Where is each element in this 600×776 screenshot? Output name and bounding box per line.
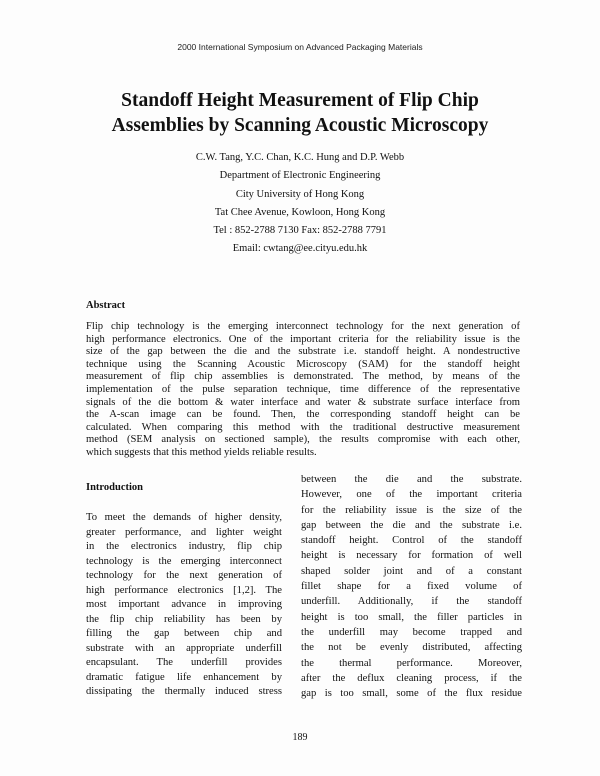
text-line: calculated. When comparing this method with the traditional destructive measurement xyxy=(86,421,520,433)
text-line: between the die and the substrate. xyxy=(301,474,522,485)
authors: C.W. Tang, Y.C. Chan, K.C. Hung and D.P. Webb xyxy=(195,152,405,163)
text-line: the thermal performance. Moreover, xyxy=(301,657,522,669)
introduction-left-column xyxy=(86,511,282,700)
text-line: standoff height. Control of the standoff xyxy=(301,535,522,547)
text-line: filling the gap between chip and xyxy=(86,628,282,639)
text-line: signals of the die bottom & water interface and water & substrate surface interface from xyxy=(86,396,520,408)
address: Tat Chee Avenue, Kowloon, Hong Kong xyxy=(214,207,386,218)
text-line: technology is the emerging interconnect xyxy=(86,555,282,567)
text-line: the underfill may become trapped and xyxy=(301,626,522,638)
text-line: most important advance in improving xyxy=(86,599,282,610)
text-line: shaped solder joint and of a constant xyxy=(301,565,522,577)
text-line: technique using the Scanning Acoustic Microscopy (SAM) for the standoff height xyxy=(86,358,520,370)
text-line: dissipating the thermally induced stress xyxy=(86,686,282,697)
text-line: fillet shape for a fixed volume of xyxy=(301,581,522,593)
text-line: the flip chip reliability has been by xyxy=(86,613,282,625)
text-line: encapsulant. The underfill provides xyxy=(86,657,282,668)
text-line: greater performance, and lighter weight xyxy=(86,526,282,538)
text-line: dramatic fatigue life enhancement by xyxy=(86,671,282,683)
title-line: Standoff Height Measurement of Flip Chip xyxy=(121,90,479,111)
email: Email: cwtang@ee.cityu.edu.hk xyxy=(232,243,368,254)
text-line: which suggests that this method yields reliable results. xyxy=(86,446,317,458)
text-line: However, one of the important criteria xyxy=(301,489,522,501)
abstract-heading: Abstract xyxy=(86,300,126,311)
department: Department of Electronic Engineering xyxy=(219,170,381,181)
paper-title xyxy=(0,88,600,138)
text-line: the not be evenly distributed, affecting xyxy=(301,642,522,654)
text-line: height is too small, the filler particles in xyxy=(301,611,522,623)
phone-fax: Tel : 852-2788 7130 Fax: 852-2788 7791 xyxy=(213,225,387,236)
text-line: To meet the demands of higher density, xyxy=(86,512,282,523)
text-line: high performance electronics [1,2]. The xyxy=(86,584,282,596)
text-line: size of the gap between the die and the substrate i.e. standoff height. A nondestructive xyxy=(86,346,520,358)
text-line: for the reliability issue is the size of the xyxy=(301,504,522,516)
text-line: the A-scan image can be found. Then, the corresponding standoff height can be xyxy=(86,409,520,421)
abstract-body xyxy=(86,321,520,460)
text-line: in the electronics industry, flip chip xyxy=(86,541,282,552)
text-line: implementation of the pulse separation technique, time difference of the representative xyxy=(86,383,520,395)
text-line: underfill. Additionally, if the standoff xyxy=(301,596,522,608)
text-line: method (SEM analysis on sectioned sample), the results compromise with each other, xyxy=(86,434,520,446)
text-line: gap between the die and the substrate i.e. xyxy=(301,519,522,531)
text-line: gap is too small, some of the flux residue xyxy=(301,688,522,700)
text-line: substrate with an appropriate underfill xyxy=(86,642,282,654)
title-line: Assemblies by Scanning Acoustic Microscopy xyxy=(111,115,489,136)
conference-header: 2000 International Symposium on Advanced Packaging Materials xyxy=(177,42,423,52)
introduction-right-column xyxy=(301,472,522,701)
text-line: technology for the next generation of xyxy=(86,570,282,581)
introduction-heading: Introduction xyxy=(86,482,143,493)
text-line: height is necessary for formation of well xyxy=(301,550,522,562)
page-number: 189 xyxy=(292,732,308,743)
text-line: Flip chip technology is the emerging interconnect technology for the next generation of xyxy=(86,321,520,332)
text-line: high performance electronics. One of the important criteria for the reliability issue is the xyxy=(86,333,520,345)
text-line: measurement of flip chip assemblies is demonstrated. The method, by means of the xyxy=(86,371,520,383)
university: City University of Hong Kong xyxy=(235,189,365,200)
text-line: after the deflux cleaning process, if the xyxy=(301,672,522,684)
